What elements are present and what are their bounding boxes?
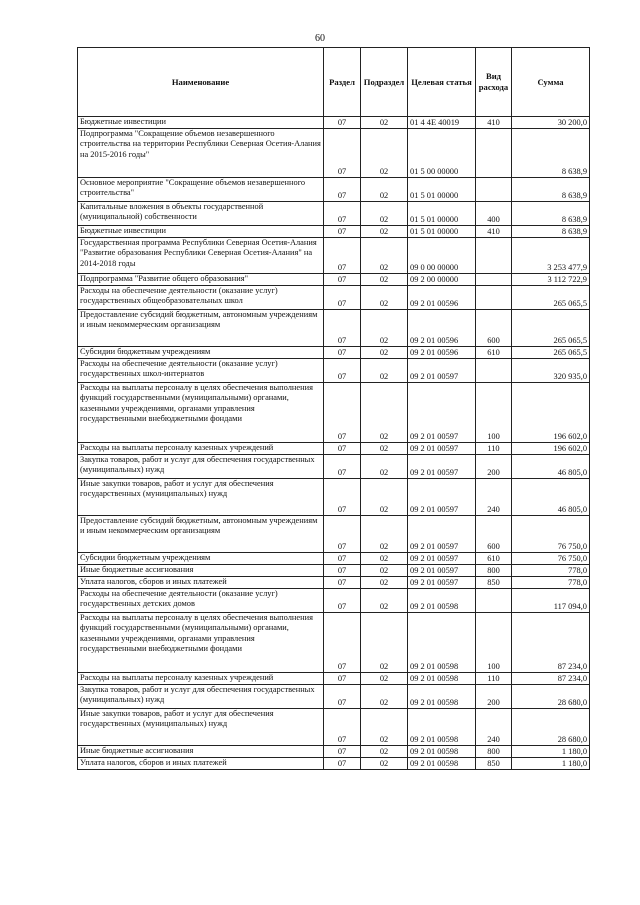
cell-subsection: 02 bbox=[361, 613, 408, 673]
cell-sum: 87 234,0 bbox=[512, 673, 590, 685]
cell-name: Расходы на обеспечение деятельности (оказание услуг) государственных детских домов bbox=[78, 589, 324, 613]
cell-sum: 3 253 477,9 bbox=[512, 238, 590, 274]
cell-subsection: 02 bbox=[361, 589, 408, 613]
cell-target-code: 09 2 01 00597 bbox=[408, 443, 476, 455]
cell-target-code: 09 0 00 00000 bbox=[408, 238, 476, 274]
table-row bbox=[78, 479, 590, 516]
cell-name: Подпрограмма "Развитие общего образования" bbox=[78, 274, 324, 286]
cell-target-code: 01 5 01 00000 bbox=[408, 178, 476, 202]
table-row bbox=[78, 746, 590, 758]
cell-sum: 28 680,0 bbox=[512, 709, 590, 746]
cell-target-code: 09 2 01 00597 bbox=[408, 516, 476, 553]
table-row bbox=[78, 129, 590, 178]
cell-expense-type bbox=[476, 589, 512, 613]
table-row bbox=[78, 685, 590, 709]
cell-expense-type: 600 bbox=[476, 310, 512, 347]
cell-target-code: 01 5 01 00000 bbox=[408, 202, 476, 226]
cell-expense-type: 100 bbox=[476, 613, 512, 673]
table-row bbox=[78, 383, 590, 443]
cell-target-code: 09 2 01 00596 bbox=[408, 286, 476, 310]
cell-section: 07 bbox=[324, 709, 361, 746]
cell-target-code: 09 2 01 00597 bbox=[408, 383, 476, 443]
cell-expense-type: 410 bbox=[476, 117, 512, 129]
cell-sum: 76 750,0 bbox=[512, 516, 590, 553]
table-row bbox=[78, 577, 590, 589]
cell-subsection: 02 bbox=[361, 565, 408, 577]
cell-section: 07 bbox=[324, 443, 361, 455]
table-row bbox=[78, 516, 590, 553]
cell-expense-type: 110 bbox=[476, 443, 512, 455]
cell-name: Уплата налогов, сборов и иных платежей bbox=[78, 758, 324, 770]
cell-subsection: 02 bbox=[361, 685, 408, 709]
table-row bbox=[78, 238, 590, 274]
header-name: Наименование bbox=[78, 48, 324, 117]
cell-target-code: 09 2 01 00597 bbox=[408, 577, 476, 589]
cell-target-code: 09 2 01 00597 bbox=[408, 455, 476, 479]
cell-name: Бюджетные инвестиции bbox=[78, 117, 324, 129]
cell-expense-type: 200 bbox=[476, 685, 512, 709]
cell-target-code: 09 2 01 00598 bbox=[408, 709, 476, 746]
cell-sum: 8 638,9 bbox=[512, 178, 590, 202]
cell-expense-type bbox=[476, 286, 512, 310]
cell-target-code: 09 2 01 00596 bbox=[408, 347, 476, 359]
cell-expense-type: 610 bbox=[476, 347, 512, 359]
cell-name: Иные бюджетные ассигнования bbox=[78, 565, 324, 577]
cell-name: Закупка товаров, работ и услуг для обеспечения государственных (муниципальных) нужд bbox=[78, 455, 324, 479]
cell-name: Иные закупки товаров, работ и услуг для обеспечения государственных (муниципальных) нужд bbox=[78, 709, 324, 746]
cell-subsection: 02 bbox=[361, 577, 408, 589]
cell-expense-type: 600 bbox=[476, 516, 512, 553]
table-row bbox=[78, 709, 590, 746]
cell-subsection: 02 bbox=[361, 359, 408, 383]
cell-section: 07 bbox=[324, 129, 361, 178]
cell-expense-type: 850 bbox=[476, 577, 512, 589]
cell-section: 07 bbox=[324, 577, 361, 589]
cell-sum: 320 935,0 bbox=[512, 359, 590, 383]
table-body bbox=[78, 117, 590, 770]
cell-section: 07 bbox=[324, 673, 361, 685]
cell-sum: 1 180,0 bbox=[512, 746, 590, 758]
cell-expense-type: 610 bbox=[476, 553, 512, 565]
cell-sum: 265 065,5 bbox=[512, 347, 590, 359]
cell-subsection: 02 bbox=[361, 383, 408, 443]
cell-sum: 265 065,5 bbox=[512, 310, 590, 347]
table-row bbox=[78, 455, 590, 479]
cell-target-code: 09 2 01 00598 bbox=[408, 673, 476, 685]
cell-name: Бюджетные инвестиции bbox=[78, 226, 324, 238]
cell-subsection: 02 bbox=[361, 117, 408, 129]
cell-sum: 8 638,9 bbox=[512, 129, 590, 178]
cell-section: 07 bbox=[324, 516, 361, 553]
cell-target-code: 09 2 01 00598 bbox=[408, 685, 476, 709]
cell-target-code: 09 2 01 00596 bbox=[408, 310, 476, 347]
cell-name: Расходы на выплаты персоналу казенных учреждений bbox=[78, 443, 324, 455]
table-row bbox=[78, 347, 590, 359]
cell-subsection: 02 bbox=[361, 238, 408, 274]
table-row bbox=[78, 565, 590, 577]
cell-name: Субсидии бюджетным учреждениям bbox=[78, 553, 324, 565]
cell-subsection: 02 bbox=[361, 347, 408, 359]
cell-sum: 87 234,0 bbox=[512, 613, 590, 673]
cell-section: 07 bbox=[324, 758, 361, 770]
cell-sum: 76 750,0 bbox=[512, 553, 590, 565]
cell-subsection: 02 bbox=[361, 455, 408, 479]
table-row bbox=[78, 443, 590, 455]
cell-subsection: 02 bbox=[361, 516, 408, 553]
cell-subsection: 02 bbox=[361, 479, 408, 516]
cell-sum: 778,0 bbox=[512, 577, 590, 589]
cell-expense-type bbox=[476, 238, 512, 274]
cell-section: 07 bbox=[324, 565, 361, 577]
cell-name: Уплата налогов, сборов и иных платежей bbox=[78, 577, 324, 589]
header-type: Вид расхода bbox=[476, 48, 512, 117]
cell-expense-type: 110 bbox=[476, 673, 512, 685]
cell-sum: 196 602,0 bbox=[512, 383, 590, 443]
cell-name: Основное мероприятие "Сокращение объемов незавершенного строительства" bbox=[78, 178, 324, 202]
cell-subsection: 02 bbox=[361, 746, 408, 758]
cell-section: 07 bbox=[324, 117, 361, 129]
cell-section: 07 bbox=[324, 310, 361, 347]
cell-sum: 1 180,0 bbox=[512, 758, 590, 770]
cell-sum: 46 805,0 bbox=[512, 455, 590, 479]
cell-section: 07 bbox=[324, 589, 361, 613]
cell-sum: 46 805,0 bbox=[512, 479, 590, 516]
cell-subsection: 02 bbox=[361, 286, 408, 310]
cell-name: Предоставление субсидий бюджетным, автономным учреждениям и иным некоммерческим организациям bbox=[78, 516, 324, 553]
cell-name: Расходы на обеспечение деятельности (оказание услуг) государственных школ-интернатов bbox=[78, 359, 324, 383]
cell-expense-type: 100 bbox=[476, 383, 512, 443]
cell-section: 07 bbox=[324, 274, 361, 286]
cell-section: 07 bbox=[324, 286, 361, 310]
cell-expense-type: 410 bbox=[476, 226, 512, 238]
cell-expense-type bbox=[476, 274, 512, 286]
table-row bbox=[78, 758, 590, 770]
header-subsection: Подраздел bbox=[361, 48, 408, 117]
page-number: 60 bbox=[315, 33, 325, 44]
cell-sum: 196 602,0 bbox=[512, 443, 590, 455]
table-row bbox=[78, 359, 590, 383]
table-row bbox=[78, 589, 590, 613]
cell-expense-type bbox=[476, 178, 512, 202]
table-header-row bbox=[78, 48, 590, 117]
cell-subsection: 02 bbox=[361, 178, 408, 202]
table-row bbox=[78, 286, 590, 310]
cell-section: 07 bbox=[324, 347, 361, 359]
cell-target-code: 09 2 01 00598 bbox=[408, 589, 476, 613]
cell-target-code: 09 2 00 00000 bbox=[408, 274, 476, 286]
cell-subsection: 02 bbox=[361, 129, 408, 178]
cell-target-code: 09 2 01 00598 bbox=[408, 758, 476, 770]
cell-target-code: 01 5 01 00000 bbox=[408, 226, 476, 238]
cell-section: 07 bbox=[324, 479, 361, 516]
table-row bbox=[78, 274, 590, 286]
cell-section: 07 bbox=[324, 226, 361, 238]
cell-sum: 8 638,9 bbox=[512, 202, 590, 226]
cell-section: 07 bbox=[324, 685, 361, 709]
cell-name: Субсидии бюджетным учреждениям bbox=[78, 347, 324, 359]
cell-name: Подпрограмма "Сокращение объемов незавершенного строительства на территории Республики Северная Осетия-Алания на 2015-2016 годы" bbox=[78, 129, 324, 178]
table-row bbox=[78, 310, 590, 347]
cell-subsection: 02 bbox=[361, 758, 408, 770]
cell-expense-type: 850 bbox=[476, 758, 512, 770]
cell-name: Расходы на выплаты персоналу в целях обеспечения выполнения функций государственными (муниципальными) органами, казенными учреждениями, органами управления государственными внебюджетными фондами bbox=[78, 383, 324, 443]
table-row bbox=[78, 553, 590, 565]
budget-table bbox=[77, 47, 590, 770]
cell-target-code: 01 5 00 00000 bbox=[408, 129, 476, 178]
table-row bbox=[78, 673, 590, 685]
cell-expense-type: 240 bbox=[476, 709, 512, 746]
cell-subsection: 02 bbox=[361, 673, 408, 685]
header-target: Целевая статья bbox=[408, 48, 476, 117]
cell-subsection: 02 bbox=[361, 274, 408, 286]
cell-expense-type: 800 bbox=[476, 746, 512, 758]
cell-target-code: 09 2 01 00597 bbox=[408, 479, 476, 516]
cell-name: Иные бюджетные ассигнования bbox=[78, 746, 324, 758]
cell-sum: 117 094,0 bbox=[512, 589, 590, 613]
cell-section: 07 bbox=[324, 613, 361, 673]
cell-section: 07 bbox=[324, 238, 361, 274]
cell-section: 07 bbox=[324, 178, 361, 202]
table-row bbox=[78, 178, 590, 202]
cell-sum: 8 638,9 bbox=[512, 226, 590, 238]
cell-section: 07 bbox=[324, 553, 361, 565]
cell-target-code: 09 2 01 00598 bbox=[408, 613, 476, 673]
cell-sum: 265 065,5 bbox=[512, 286, 590, 310]
header-section: Раздел bbox=[324, 48, 361, 117]
cell-expense-type: 200 bbox=[476, 455, 512, 479]
cell-name: Расходы на выплаты персоналу казенных учреждений bbox=[78, 673, 324, 685]
cell-name: Капитальные вложения в объекты государственной (муниципальной) собственности bbox=[78, 202, 324, 226]
cell-target-code: 09 2 01 00597 bbox=[408, 565, 476, 577]
table-row bbox=[78, 117, 590, 129]
header-sum: Сумма bbox=[512, 48, 590, 117]
cell-subsection: 02 bbox=[361, 310, 408, 347]
cell-target-code: 09 2 01 00597 bbox=[408, 359, 476, 383]
cell-section: 07 bbox=[324, 359, 361, 383]
cell-sum: 3 112 722,9 bbox=[512, 274, 590, 286]
cell-section: 07 bbox=[324, 202, 361, 226]
cell-section: 07 bbox=[324, 746, 361, 758]
cell-expense-type: 400 bbox=[476, 202, 512, 226]
cell-subsection: 02 bbox=[361, 202, 408, 226]
cell-expense-type: 240 bbox=[476, 479, 512, 516]
cell-subsection: 02 bbox=[361, 226, 408, 238]
cell-section: 07 bbox=[324, 383, 361, 443]
table-row bbox=[78, 202, 590, 226]
cell-sum: 30 200,0 bbox=[512, 117, 590, 129]
cell-name: Предоставление субсидий бюджетным, автономным учреждениям и иным некоммерческим организациям bbox=[78, 310, 324, 347]
cell-expense-type bbox=[476, 129, 512, 178]
cell-sum: 778,0 bbox=[512, 565, 590, 577]
table-row bbox=[78, 613, 590, 673]
cell-name: Государственная программа Республики Северная Осетия-Алания "Развитие образования Республики Северная Осетия-Алания" на 2014-2018 годы bbox=[78, 238, 324, 274]
cell-subsection: 02 bbox=[361, 709, 408, 746]
cell-expense-type bbox=[476, 359, 512, 383]
cell-expense-type: 800 bbox=[476, 565, 512, 577]
cell-subsection: 02 bbox=[361, 443, 408, 455]
cell-name: Расходы на обеспечение деятельности (оказание услуг) государственных общеобразовательных школ bbox=[78, 286, 324, 310]
cell-target-code: 01 4 4Е 40019 bbox=[408, 117, 476, 129]
cell-name: Иные закупки товаров, работ и услуг для обеспечения государственных (муниципальных) нужд bbox=[78, 479, 324, 516]
table-row bbox=[78, 226, 590, 238]
cell-section: 07 bbox=[324, 455, 361, 479]
cell-name: Закупка товаров, работ и услуг для обеспечения государственных (муниципальных) нужд bbox=[78, 685, 324, 709]
cell-target-code: 09 2 01 00598 bbox=[408, 746, 476, 758]
cell-target-code: 09 2 01 00597 bbox=[408, 553, 476, 565]
cell-subsection: 02 bbox=[361, 553, 408, 565]
cell-name: Расходы на выплаты персоналу в целях обеспечения выполнения функций государственными (муниципальными) органами, казенными учреждениями, органами управления государственными внебюджетными фондами bbox=[78, 613, 324, 673]
cell-sum: 28 680,0 bbox=[512, 685, 590, 709]
